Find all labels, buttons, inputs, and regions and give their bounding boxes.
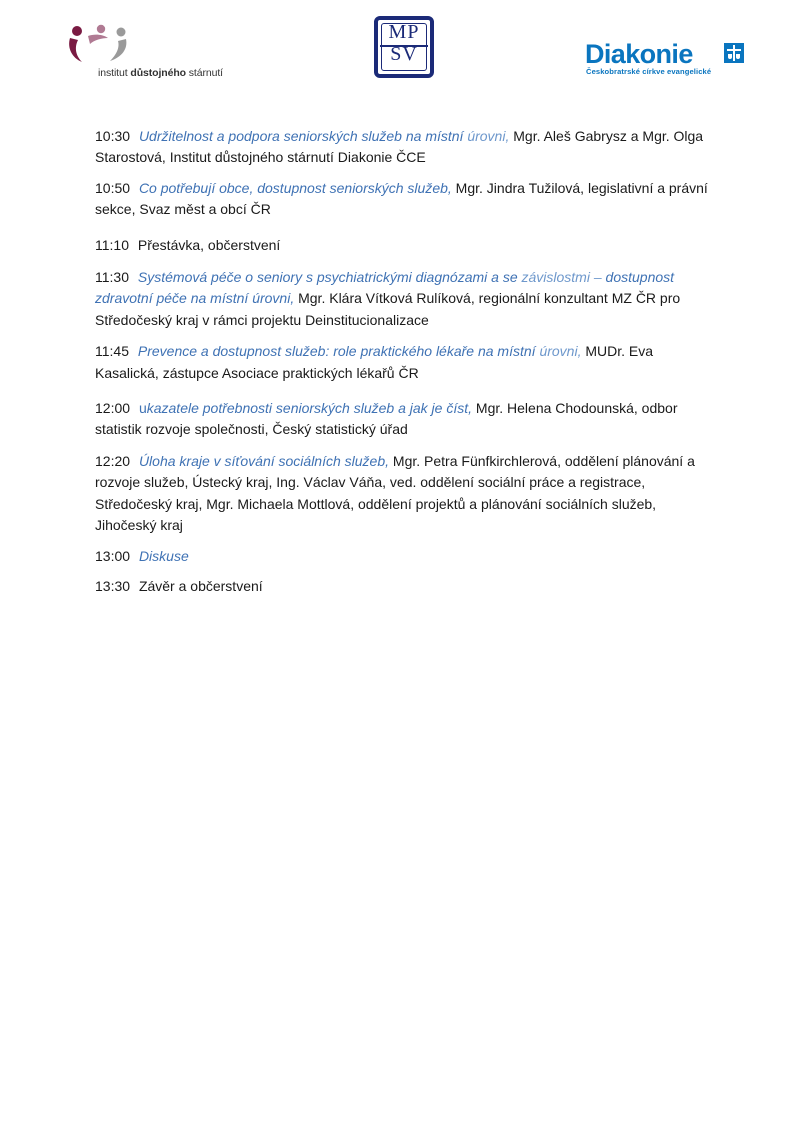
program-item	[95, 341, 715, 384]
program-speaker: Přestávka, občerstvení	[137, 236, 281, 253]
program-item	[95, 267, 715, 331]
logo-text-bold: důstojného	[130, 67, 186, 79]
institut-dustojneho-starnuti-logo	[66, 22, 236, 82]
cross-chalice-icon	[724, 43, 744, 63]
program-time: 11:30	[95, 269, 129, 286]
program-time: 10:30	[95, 128, 131, 144]
three-figures-circle-icon	[66, 22, 130, 68]
diakonie-logo	[585, 40, 750, 80]
program-time: 12:20	[95, 452, 131, 469]
program-time: 10:50	[95, 179, 131, 196]
program-speaker: Mgr. Aleš Gabrysz a Mgr. Olga Starostová, Institut důstojného stárnutí Diakonie ČCE	[95, 128, 704, 166]
program-topic: Diskuse	[138, 547, 189, 564]
program-list	[95, 126, 715, 597]
program-time: 12:00	[95, 400, 131, 417]
program-topic: Systémová péče o seniory s psychiatrickými diagnózami a se závislostmi – dostupnost zdravotní péče na místní úrovni,	[95, 269, 675, 307]
program-item	[95, 576, 715, 597]
program-speaker: Závěr a občerstvení	[138, 577, 263, 594]
program-topic: Prevence a dostupnost služeb: role praktického lékaře na místní úrovni,	[137, 343, 582, 360]
logo-text-plain-1: institut	[98, 67, 131, 79]
program-topic: Úloha kraje v síťování sociálních služeb,	[138, 452, 390, 469]
mpsv-logo	[374, 16, 434, 78]
program-item	[95, 126, 715, 169]
program-topic: Udržitelnost a podpora seniorských služeb na místní úrovni,	[138, 128, 510, 144]
program-time: 11:10	[95, 236, 129, 253]
program-item	[95, 546, 715, 567]
program-speaker: Mgr. Petra Fünfkirchlerová, oddělení plánování a rozvoje služeb, Ústecký kraj, Ing. Václav Váňa, ved. oddělení sociální práce a registrace, Středočeský kraj, Mgr. Michaela Mottlová, oddělení projektů a plánování sociálních služeb, Jihočeský kraj	[95, 452, 695, 534]
program-time: 13:00	[95, 547, 131, 564]
program-item	[95, 178, 715, 221]
logo-text	[98, 67, 223, 79]
program-speaker: Mgr. Klára Vítková Rulíková, regionální konzultant MZ ČR pro Středočeský kraj v rámci projektu Deinstitucionalizace	[95, 290, 681, 328]
program-time: 11:45	[95, 343, 129, 360]
program-item	[95, 451, 715, 537]
program-topic: ukazatele potřebnosti seniorských služeb a jak je číst,	[138, 400, 473, 417]
program-item	[95, 398, 715, 441]
diakonie-logo-subtitle: Českobratrské církve evangelické	[586, 67, 712, 76]
program-speaker: Mgr. Jindra Tužilová, legislativní a právní sekce, Svaz měst a obcí ČR	[95, 179, 708, 218]
program-time: 13:30	[95, 577, 131, 594]
diakonie-logo-name: Diakonie	[585, 39, 693, 69]
program-topic: Co potřebují obce, dostupnost seniorských služeb,	[138, 179, 452, 196]
program-item	[95, 235, 715, 256]
program-speaker: Mgr. Helena Chodounská, odbor statistik rozvoje společnosti, Český statistický úřad	[95, 400, 678, 438]
mpsv-logo-line1: MP	[388, 21, 420, 43]
mpsv-logo-line2: SV	[390, 43, 418, 65]
program-speaker: MUDr. Eva Kasalická, zástupce Asociace praktických lékařů ČR	[95, 343, 654, 381]
logo-text-plain-2: stárnutí	[185, 67, 223, 79]
